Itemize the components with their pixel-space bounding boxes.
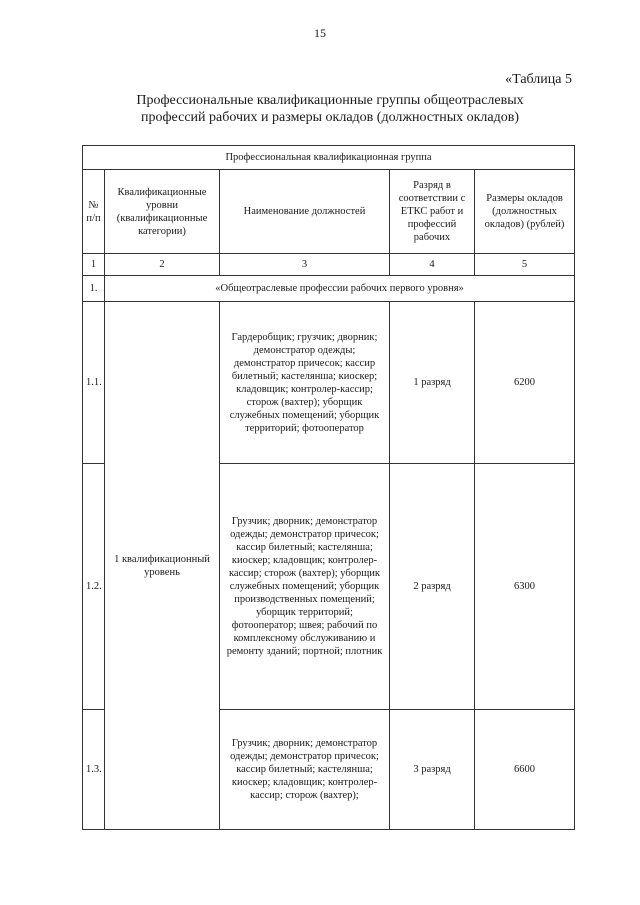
column-number-3: 3 xyxy=(220,254,390,276)
title-line-1: Профессиональные квалификационные группы общеотраслевых xyxy=(136,93,524,108)
positions-cell: Грузчик; дворник; демонстратор одежды; демонстратор причесок; кассир билетный; кастелянша; киоскер; кладовщик; контролер-кассир; сторож (вахтер); xyxy=(220,710,390,830)
section-row xyxy=(83,276,575,302)
salary-cell: 6200 xyxy=(475,302,575,464)
section-title: «Общеотраслевые профессии рабочих первого уровня» xyxy=(105,276,575,302)
table-row xyxy=(83,302,575,464)
salary-cell: 6600 xyxy=(475,710,575,830)
positions-cell: Гардеробщик; грузчик; дворник; демонстратор одежды; демонстратор причесок; кассир билетный; кастелянша; киоскер; кладовщик; контролер-кассир; сторож (вахтер); уборщик служебных помещений; уборщик территорий; фотооператор xyxy=(220,302,390,464)
column-number-row xyxy=(83,254,575,276)
qualification-level: 1 квалификационный уровень xyxy=(105,302,220,830)
header-grade: Разряд в соответствии с ЕТКС работ и профессий рабочих xyxy=(390,170,475,254)
group-header-cell: Профессиональная квалификационная группа xyxy=(83,146,575,170)
positions-cell: Грузчик; дворник; демонстратор одежды; демонстратор причесок; кассир билетный; кастелянша; киоскер; кладовщик; контролер-кассир; сторож (вахтер); уборщик служебных помещений; уборщик производственных помещений; уборщик территорий; фотооператор; швея; рабочий по комплексному обслуживанию и ремонту зданий; портной; плотник xyxy=(220,464,390,710)
column-number-1: 1 xyxy=(83,254,105,276)
column-number-5: 5 xyxy=(475,254,575,276)
column-header-row xyxy=(83,170,575,254)
section-number: 1. xyxy=(83,276,105,302)
group-header-row xyxy=(83,146,575,170)
title-line-2: профессий рабочих и размеры окладов (должностных окладов) xyxy=(140,110,520,125)
header-number: № п/п xyxy=(83,170,105,254)
grade-cell: 1 разряд xyxy=(390,302,475,464)
row-number: 1.3. xyxy=(83,710,105,830)
row-number: 1.1. xyxy=(83,302,105,464)
grade-cell: 3 разряд xyxy=(390,710,475,830)
qualification-table xyxy=(82,145,575,830)
document-title xyxy=(60,92,600,126)
header-salary: Размеры окладов (должностных окладов) (рублей) xyxy=(475,170,575,254)
header-levels: Квалификационные уровни (квалификационные категории) xyxy=(105,170,220,254)
grade-cell: 2 разряд xyxy=(390,464,475,710)
row-number: 1.2. xyxy=(83,464,105,710)
salary-cell: 6300 xyxy=(475,464,575,710)
header-positions: Наименование должностей xyxy=(220,170,390,254)
column-number-2: 2 xyxy=(105,254,220,276)
page-number: 15 xyxy=(314,26,326,40)
column-number-4: 4 xyxy=(390,254,475,276)
table-label: «Таблица 5 xyxy=(505,72,572,87)
